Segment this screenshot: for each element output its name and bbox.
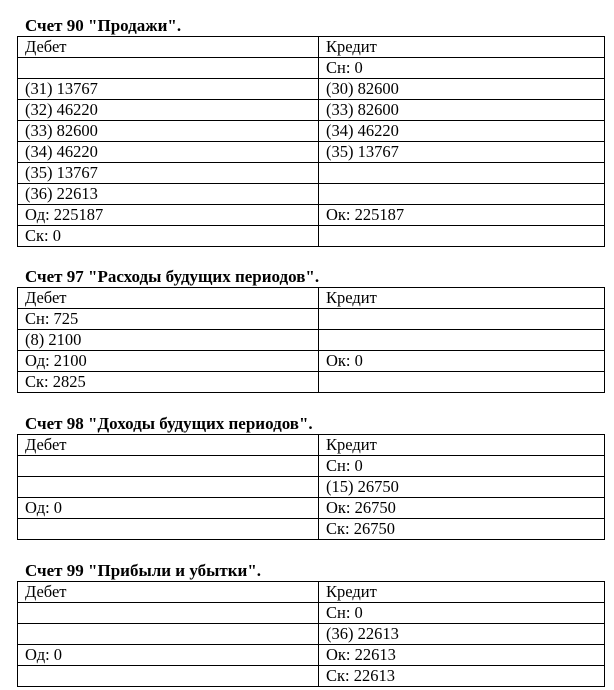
- table-row: [18, 477, 605, 498]
- debit-cell: Сн: 725: [18, 309, 319, 330]
- table-row: [18, 142, 605, 163]
- table-header-row: [18, 288, 605, 309]
- credit-cell: [319, 184, 605, 205]
- debit-cell: [18, 666, 319, 687]
- debit-cell: (36) 22613: [18, 184, 319, 205]
- table-row: [18, 226, 605, 247]
- account-99-section: [17, 561, 605, 687]
- account-90-section: [17, 16, 605, 247]
- credit-cell: (15) 26750: [319, 477, 605, 498]
- credit-header: Кредит: [319, 288, 605, 309]
- credit-cell: Сн: 0: [319, 456, 605, 477]
- credit-cell: [319, 309, 605, 330]
- credit-cell: (34) 46220: [319, 121, 605, 142]
- debit-cell: [18, 456, 319, 477]
- account-97-section: [17, 267, 605, 393]
- credit-cell: [319, 372, 605, 393]
- debit-cell: (33) 82600: [18, 121, 319, 142]
- debit-cell: Од: 225187: [18, 205, 319, 226]
- debit-cell: (8) 2100: [18, 330, 319, 351]
- credit-cell: (36) 22613: [319, 624, 605, 645]
- credit-cell: [319, 226, 605, 247]
- table-row: [18, 205, 605, 226]
- debit-cell: [18, 603, 319, 624]
- credit-cell: [319, 163, 605, 184]
- table-header-row: [18, 37, 605, 58]
- debit-cell: (32) 46220: [18, 100, 319, 121]
- account-99-table: [17, 581, 605, 687]
- table-row: [18, 163, 605, 184]
- table-row: [18, 645, 605, 666]
- table-row: [18, 79, 605, 100]
- table-row: [18, 666, 605, 687]
- table-row: [18, 58, 605, 79]
- debit-cell: (35) 13767: [18, 163, 319, 184]
- debit-cell: Од: 2100: [18, 351, 319, 372]
- table-header-row: [18, 435, 605, 456]
- debit-cell: [18, 477, 319, 498]
- credit-cell: (30) 82600: [319, 79, 605, 100]
- table-row: [18, 372, 605, 393]
- table-row: [18, 184, 605, 205]
- account-98-table: [17, 434, 605, 540]
- credit-header: Кредит: [319, 435, 605, 456]
- table-row: [18, 519, 605, 540]
- debit-cell: Од: 0: [18, 498, 319, 519]
- account-98-section: [17, 414, 605, 540]
- credit-cell: Сн: 0: [319, 603, 605, 624]
- table-header-row: [18, 582, 605, 603]
- debit-cell: [18, 624, 319, 645]
- debit-cell: [18, 519, 319, 540]
- account-90-table: [17, 36, 605, 247]
- account-90-title: Счет 90 "Продажи".: [25, 16, 182, 35]
- debit-header: Дебет: [18, 37, 319, 58]
- debit-cell: Ск: 0: [18, 226, 319, 247]
- debit-cell: (31) 13767: [18, 79, 319, 100]
- account-97-table: [17, 287, 605, 393]
- table-row: [18, 603, 605, 624]
- credit-cell: (33) 82600: [319, 100, 605, 121]
- account-97-title: Счет 97 "Расходы будущих периодов".: [25, 267, 320, 286]
- debit-header: Дебет: [18, 288, 319, 309]
- credit-cell: Ск: 22613: [319, 666, 605, 687]
- credit-cell: Ок: 225187: [319, 205, 605, 226]
- account-99-title: Счет 99 "Прибыли и убытки".: [25, 561, 262, 580]
- credit-cell: (35) 13767: [319, 142, 605, 163]
- table-row: [18, 309, 605, 330]
- debit-cell: [18, 58, 319, 79]
- table-row: [18, 498, 605, 519]
- debit-cell: (34) 46220: [18, 142, 319, 163]
- credit-header: Кредит: [319, 582, 605, 603]
- table-row: [18, 330, 605, 351]
- credit-cell: Ок: 26750: [319, 498, 605, 519]
- account-98-title: Счет 98 "Доходы будущих периодов".: [25, 414, 313, 433]
- table-row: [18, 121, 605, 142]
- credit-header: Кредит: [319, 37, 605, 58]
- table-row: [18, 100, 605, 121]
- credit-cell: Ок: 22613: [319, 645, 605, 666]
- table-row: [18, 351, 605, 372]
- debit-cell: Ск: 2825: [18, 372, 319, 393]
- table-row: [18, 456, 605, 477]
- debit-header: Дебет: [18, 582, 319, 603]
- credit-cell: Ок: 0: [319, 351, 605, 372]
- debit-header: Дебет: [18, 435, 319, 456]
- credit-cell: Сн: 0: [319, 58, 605, 79]
- credit-cell: [319, 330, 605, 351]
- table-row: [18, 624, 605, 645]
- credit-cell: Ск: 26750: [319, 519, 605, 540]
- debit-cell: Од: 0: [18, 645, 319, 666]
